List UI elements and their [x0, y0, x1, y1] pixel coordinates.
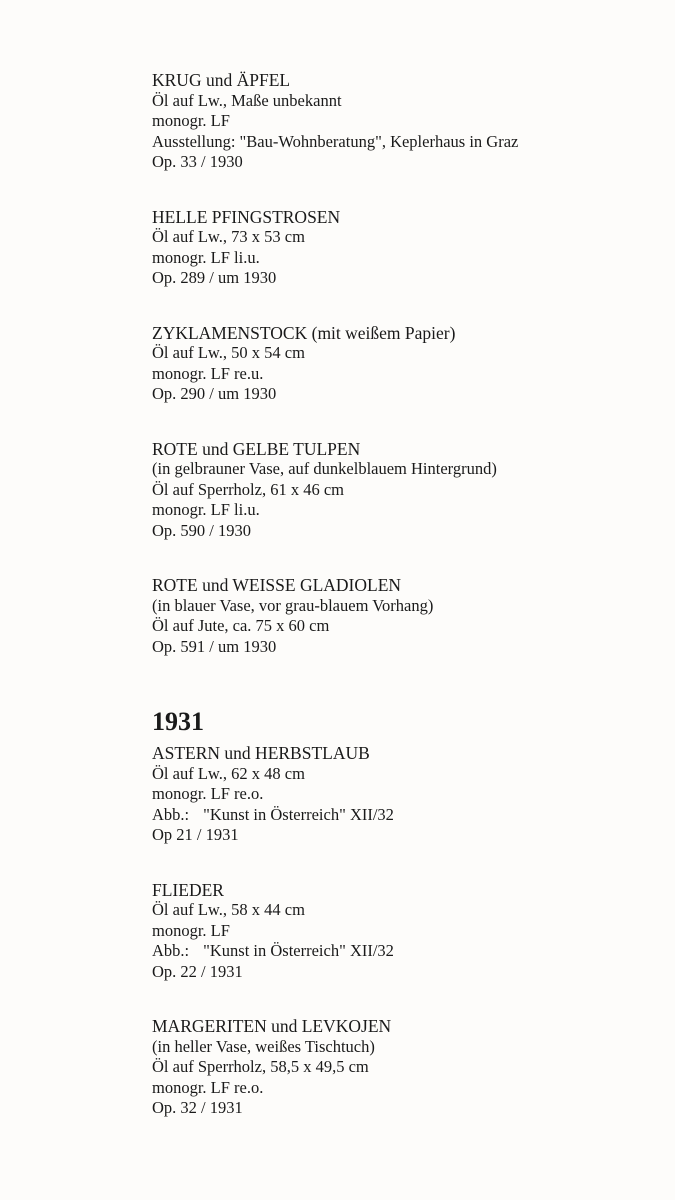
entry-signature: monogr. LF re.o. — [152, 784, 264, 803]
entry-opus: Op 21 / 1931 — [152, 825, 239, 844]
entry-medium: Öl auf Lw., 58 x 44 cm — [152, 900, 305, 919]
entry-signature: monogr. LF li.u. — [152, 247, 260, 267]
catalogue-entry — [152, 575, 652, 657]
catalogue-entry — [152, 70, 652, 173]
catalogue-entry — [152, 880, 652, 983]
entry-illustration — [152, 805, 652, 826]
entry-opus: Op. 289 / um 1930 — [152, 268, 277, 287]
entry-exhibition: Ausstellung: "Bau-Wohnberatung", Keplerhaus in Graz — [152, 131, 519, 151]
entry-opus: Op. 22 / 1931 — [152, 961, 243, 981]
entry-title: ZYKLAMENSTOCK (mit weißem Papier) — [152, 322, 456, 343]
entry-title: ROTE und GELBE TULPEN — [152, 438, 361, 459]
entry-title: MARGERITEN und LEVKOJEN — [152, 1016, 392, 1036]
entry-medium: Öl auf Jute, ca. 75 x 60 cm — [152, 616, 330, 635]
entry-description: (in heller Vase, weißes Tischtuch) — [152, 1036, 375, 1056]
catalogue-entry — [152, 743, 652, 846]
entry-medium: Öl auf Sperrholz, 61 x 46 cm — [152, 479, 344, 499]
entry-medium: Öl auf Lw., 73 x 53 cm — [152, 227, 305, 246]
entry-description: (in blauer Vase, vor grau-blauem Vorhang) — [152, 595, 434, 615]
entry-title: HELLE PFINGSTROSEN — [152, 206, 341, 227]
entry-opus: Op. 591 / um 1930 — [152, 636, 277, 656]
entry-medium: Öl auf Lw., 50 x 54 cm — [152, 343, 305, 362]
catalogue-entry — [152, 207, 652, 289]
entry-title: FLIEDER — [152, 879, 224, 900]
entry-description: (in gelbrauner Vase, auf dunkelblauem Hintergrund) — [152, 459, 497, 478]
entry-signature: monogr. LF re.u. — [152, 363, 264, 383]
abb-value: "Kunst in Österreich" XII/32 — [203, 941, 394, 960]
entry-signature: monogr. LF — [152, 920, 230, 940]
entry-medium: Öl auf Lw., 62 x 48 cm — [152, 763, 305, 783]
entry-signature: monogr. LF li.u. — [152, 500, 260, 519]
catalogue-entry — [152, 323, 652, 405]
year-heading: 1931 — [152, 707, 204, 736]
entry-opus: Op. 33 / 1930 — [152, 152, 243, 171]
entry-title: ASTERN und HERBSTLAUB — [152, 743, 370, 763]
entry-signature: monogr. LF re.o. — [152, 1077, 264, 1097]
entry-opus: Op. 290 / um 1930 — [152, 384, 277, 403]
entry-medium: Öl auf Lw., Maße unbekannt — [152, 90, 342, 110]
entry-medium: Öl auf Sperrholz, 58,5 x 49,5 cm — [152, 1057, 369, 1076]
entry-opus: Op. 590 / 1930 — [152, 520, 251, 540]
abb-label: Abb.: — [152, 804, 190, 824]
entry-title: KRUG und ÄPFEL — [152, 70, 291, 90]
entry-title: ROTE und WEISSE GLADIOLEN — [152, 575, 402, 595]
catalogue-entry — [152, 439, 652, 542]
entry-signature: monogr. LF — [152, 111, 230, 130]
abb-value: "Kunst in Österreich" XII/32 — [203, 804, 394, 824]
entry-illustration — [152, 941, 652, 962]
catalogue-entry — [152, 1016, 652, 1119]
entry-opus: Op. 32 / 1931 — [152, 1098, 243, 1117]
abb-label: Abb.: — [152, 941, 190, 960]
catalogue-page — [152, 70, 652, 1119]
